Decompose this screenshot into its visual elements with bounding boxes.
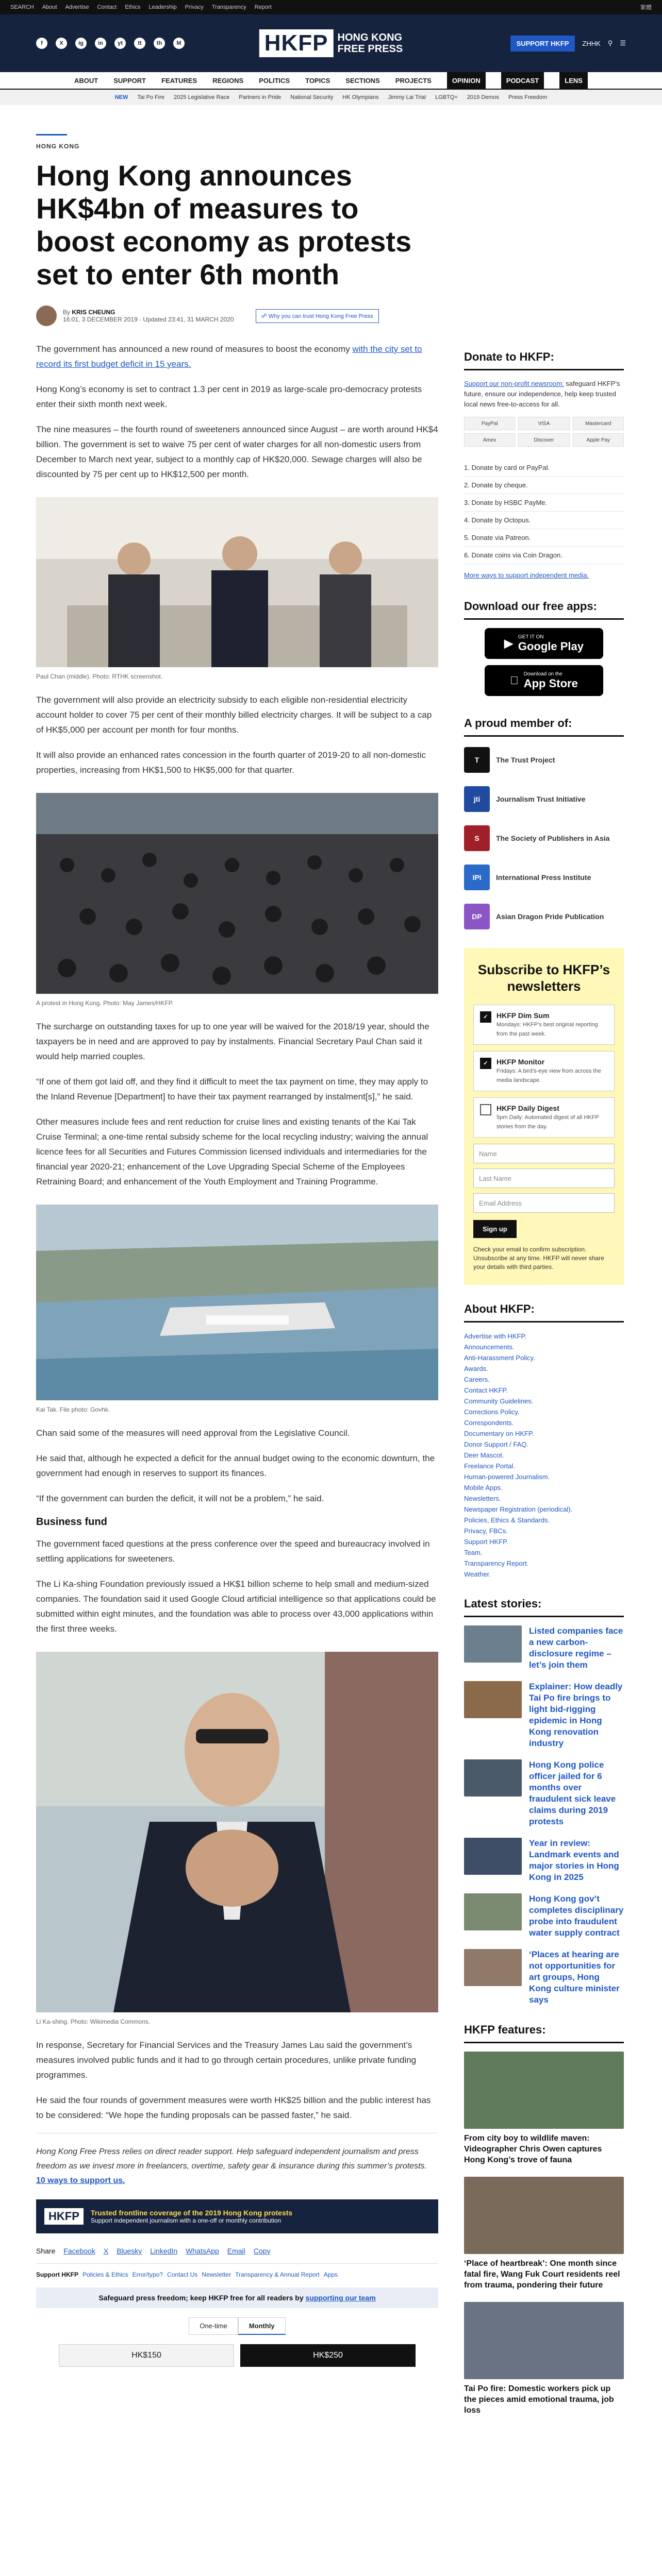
section-subhead: Business fund (36, 1516, 107, 1528)
shield-icon: ☍ (261, 313, 269, 319)
topbar-link[interactable]: Privacy (185, 4, 204, 10)
donation-frequency (36, 2317, 438, 2335)
about-link[interactable]: Community Guidelines. (464, 1397, 534, 1405)
paragraph: Other measures include fees and rent reduction for cruise lines and existing tenants of the Kai Tak Cruise Terminal; a one-time rental subsidy scheme for the local recycling industry; waiving the annual licence fees for all Securities and Futures Commission licensed individuals and intermediaries for the financial year 2020-21; enhancement of the Love Upgrading Special Scheme of the Employees Retraining Board; and enhancement of the Youth Employment and Training Programme. (36, 1117, 428, 1187)
story-thumbnail (464, 1838, 522, 1875)
donate-option[interactable]: 3. Donate by HSBC PayMe. (464, 494, 624, 512)
trending-item[interactable]: National Security (290, 94, 334, 100)
paragraph: The government has announced a new round of measures to boost the economy with the city set to record its first budget deficit in 15 years. (36, 344, 422, 369)
paragraph: He said that, although he expected a deficit for the annual budget owing to the economic downturn, the government had enough in reserves to support its finances. (36, 1453, 435, 1478)
signup-note: Check your email to confirm subscription. Unsubscribe at any time. HKFP will never share your details with third parties. (473, 1246, 604, 1270)
about-link[interactable]: Careers. (464, 1376, 490, 1383)
app-store-badges (464, 628, 624, 696)
language-link[interactable]: 繁體 (640, 5, 652, 11)
trust-project-logo[interactable]: T The Trust Project (464, 745, 624, 775)
story-item[interactable]: Listed companies face a new carbon-disclosure regime – let’s join them (464, 1625, 624, 1671)
social-links (36, 38, 185, 49)
threads-icon[interactable]: th (154, 38, 165, 49)
about-link[interactable]: Newsletters. (464, 1495, 501, 1502)
footer-link[interactable]: Contact Us (167, 2271, 198, 2278)
about-link[interactable]: Transparency Report. (464, 1560, 529, 1567)
site-header (0, 14, 662, 72)
press-conference-photo (36, 497, 438, 667)
safeguard-banner: Safeguard press freedom; keep HKFP free for all readers by supporting our team (36, 2287, 438, 2308)
article-title: Hong Kong announces HK$4bn of measures to boost economy as protests set to enter 6th month (36, 159, 412, 291)
menu-icon[interactable]: ☰ (620, 39, 626, 47)
search-icon[interactable]: ⚲ (607, 39, 613, 47)
payment-logos (464, 417, 624, 447)
latest-title: Latest stories: (464, 1597, 624, 1617)
nav-item-politics[interactable]: POLITICS (259, 76, 290, 84)
trending-bar (0, 90, 662, 105)
discover-logo: Discover (518, 433, 569, 447)
about-link[interactable]: Contact HKFP. (464, 1386, 508, 1394)
topbar-link[interactable]: Contact (97, 4, 117, 10)
about-link[interactable]: Freelance Portal. (464, 1462, 515, 1470)
tab-monthly[interactable]: Monthly (238, 2317, 286, 2335)
member-logos (464, 745, 624, 931)
name-field[interactable]: Name (473, 1144, 615, 1163)
protest-crowd-photo (36, 793, 438, 994)
trending-label: NEW (114, 94, 128, 100)
divider (36, 134, 67, 135)
about-list (464, 1331, 624, 1580)
about-link[interactable]: Correspondents. (464, 1419, 514, 1427)
logo-line2: FREE PRESS (337, 43, 403, 55)
donate-title: Donate to HKFP: (464, 350, 624, 370)
email-field[interactable]: Email Address (473, 1193, 615, 1213)
checkbox[interactable] (480, 1104, 491, 1115)
newsletter-signup (464, 948, 624, 1285)
youtube-icon[interactable]: yt (114, 38, 126, 49)
article-category[interactable]: HONG KONG (36, 143, 80, 150)
story-item[interactable]: Year in review: Landmark events and major stories in Hong Kong in 2025 (464, 1838, 624, 1883)
support-promo: Hong Kong Free Press relies on direct reader support. Help safeguard independent journalism and press freedom as we invest more in freelancers, overtime, safety gear & insurance during this summer’s protests. 10 ways to support us. (36, 2133, 438, 2188)
feature-item[interactable]: ‘Place of heartbreak’: One month since fatal fire, Wang Fuk Court residents reel from trauma, pondering their future (464, 2177, 624, 2291)
photo-caption: Kai Tak. File photo: Govhk. (36, 1406, 110, 1413)
about-link[interactable]: Advertise with HKFP. (464, 1332, 527, 1340)
x-icon[interactable]: X (56, 38, 67, 49)
about-link[interactable]: Weather. (464, 1570, 491, 1578)
about-link[interactable]: Newspaper Registration (periodical). (464, 1505, 573, 1513)
trending-item[interactable]: Tai Po Fire (137, 94, 164, 100)
dragon-pride-logo[interactable]: DP Asian Dragon Pride Publication (464, 902, 624, 931)
kai-tak-photo (36, 1205, 438, 1400)
support-banner[interactable] (36, 2199, 438, 2233)
paragraph: Chan said some of the measures will need approval from the Legislative Council. (36, 1428, 350, 1438)
applepay-logo: Apple Pay (573, 433, 624, 447)
paragraph: The government faced questions at the press conference over the speed and bureaucracy involved in settling applications for sweeteners. (36, 1539, 430, 1564)
story-thumbnail (464, 1625, 522, 1663)
topbar-link[interactable]: Ethics (125, 4, 141, 10)
feature-item[interactable]: From city boy to wildlife maven: Videographer Chris Owen captures Hong Kong’s trove of fauna (464, 2052, 624, 2165)
more-ways-link[interactable]: More ways to support independent media. (464, 571, 589, 579)
checkbox[interactable]: ✓ (480, 1011, 491, 1023)
trending-item[interactable]: Press Freedom (508, 94, 548, 100)
nav-item-sections[interactable]: SECTIONS (345, 76, 380, 84)
app-store-badge[interactable]: Download on the App Store (485, 665, 603, 696)
nav-item-podcast[interactable]: PODCAST (501, 72, 544, 89)
nav-item-features[interactable]: FEATURES (161, 76, 197, 84)
paragraph: Hong Kong’s economy is set to contract 1.3 per cent in 2019 as large-scale pro-democracy protests enter their sixth month next week. (36, 384, 422, 409)
paragraph: He said the four rounds of government measures were worth HK$25 billion and the public interest has to be considered: “We hope the funding proposals can be passed faster,” he said. (36, 2095, 431, 2120)
member-title: A proud member of: (464, 717, 624, 737)
support-hkfp-button[interactable]: SUPPORT HKFP (510, 36, 575, 52)
instagram-icon[interactable]: ig (75, 38, 87, 49)
facebook-icon[interactable]: f (36, 38, 47, 49)
about-link[interactable]: Documentary on HKFP. (464, 1430, 534, 1437)
about-link[interactable]: Awards. (464, 1365, 488, 1372)
banner-logo: HKFP (44, 2208, 84, 2225)
apps-title: Download our free apps: (464, 600, 624, 620)
share-bluesky[interactable]: Bluesky (117, 2247, 142, 2255)
paragraph: In response, Secretary for Financial Services and the Treasury James Lau said the government’s measures involved public funds and it had to go through certain procedures, unlike private funding programmes. (36, 2040, 417, 2080)
nav-item-projects[interactable]: PROJECTS (395, 76, 432, 84)
newsletter-title: Subscribe to HKFP’s newsletters (477, 962, 610, 994)
about-link[interactable]: Anti-Harassment Policy. (464, 1354, 535, 1362)
last-name-field[interactable]: Last Name (473, 1168, 615, 1188)
latest-stories (464, 1597, 624, 2006)
share-bar (36, 2247, 438, 2264)
linkedin-icon[interactable]: in (95, 38, 106, 49)
story-thumbnail (464, 1759, 522, 1797)
about-link[interactable]: Policies, Ethics & Standards. (464, 1516, 550, 1524)
paragraph: It will also provide an enhanced rates concession in the fourth quarter of 2019-20 to all non-domestic properties, increasing from HK$1,500 to HK$5,000 for that quarter. (36, 750, 426, 775)
nav-item-topics[interactable]: TOPICS (305, 76, 330, 84)
about-link[interactable]: Mobile Apps. (464, 1484, 503, 1492)
story-thumbnail (464, 1949, 522, 1986)
trending-item[interactable]: HK Olympians (342, 94, 379, 100)
nav-item-support[interactable]: SUPPORT (113, 76, 146, 84)
footer-link[interactable]: Transparency & Annual Report (235, 2271, 320, 2278)
paragraph: The government will also provide an electricity subsidy to each eligible non-residential electricity account holder to cover 75 per cent of their monthly billed electricity charges. It will be subject to a cap of HK$5,000 per account per month for four months. (36, 695, 432, 735)
nav-item-regions[interactable]: REGIONS (212, 76, 244, 84)
share-email[interactable]: Email (227, 2247, 245, 2255)
site-logo[interactable] (259, 29, 403, 57)
story-item[interactable]: ‘Places at hearing are not opportunities for art groups, Hong Kong culture minister says (464, 1949, 624, 2006)
about-link[interactable]: Donor Support / FAQ. (464, 1440, 529, 1448)
feature-image (464, 2177, 624, 2254)
share-x[interactable]: X (103, 2247, 109, 2255)
photo-caption: A protest in Hong Kong. Photo: May James/HKFP. (36, 999, 174, 1007)
sign-up-button[interactable]: Sign up (473, 1220, 517, 1238)
avatar (36, 306, 57, 326)
story-item[interactable]: Explainer: How deadly Tai Po fire brings to light bid-rigging epidemic in Hong Kong renovation industry (464, 1681, 624, 1749)
visa-logo: VISA (518, 417, 569, 430)
feature-image (464, 2302, 624, 2379)
story-item[interactable]: Hong Kong police officer jailed for 6 months over fraudulent sick leave claims during 2019 protests (464, 1759, 624, 1827)
photo-caption: Li Ka-shing. Photo: Wikimedia Commons. (36, 2018, 151, 2025)
feature-item[interactable]: Tai Po fire: Domestic workers pick up the pieces amid emotional trauma, job loss (464, 2302, 624, 2416)
paragraph: The Li Ka-shing Foundation previously issued a HK$1 billion scheme to help small and medium-sized companies. The foundation said it used Google Cloud artificial intelligence so that applications could be submitted within eight minutes, and the foundation was able to process over 43,000 applications within the first three weeks. (36, 1579, 436, 1634)
share-copy[interactable]: Copy (253, 2247, 271, 2255)
paragraph: “If the government can burden the deficit, it will not be a problem,” he said. (36, 1494, 324, 1503)
amount-option[interactable]: HK$150 (59, 2344, 234, 2367)
share-label: Share (36, 2247, 56, 2255)
donate-option[interactable]: 2. Donate by cheque. (464, 477, 624, 494)
about-link[interactable]: Privacy, FBCs. (464, 1527, 508, 1535)
amount-option-selected[interactable]: HK$250 (240, 2344, 416, 2367)
tiktok-icon[interactable]: tt (134, 38, 145, 49)
paypal-logo: PayPal (464, 417, 515, 430)
trust-button[interactable] (256, 309, 379, 323)
footer-link[interactable]: Policies & Ethics (82, 2271, 128, 2278)
features-section (464, 2023, 624, 2416)
article-dates: 16:01, 3 DECEMBER 2019 · Updated 23:41, 31 MARCH 2020 (63, 316, 234, 323)
article-footer-links (36, 2271, 438, 2278)
sopa-logo[interactable]: S The Society of Publishers in Asia (464, 823, 624, 853)
byline: By KRIS CHEUNG 16:01, 3 DECEMBER 2019 · Updated 23:41, 31 MARCH 2020 ☍ Why you can trust Hong Kong Free Press (36, 306, 438, 326)
support-link[interactable]: 10 ways to support us. (36, 2176, 125, 2185)
donate-option[interactable]: 5. Donate via Patreon. (464, 529, 624, 547)
about-link[interactable]: Human-powered Journalism. (464, 1473, 550, 1481)
nav-item-about[interactable]: ABOUT (74, 76, 98, 84)
nav-item-opinion[interactable]: OPINION (447, 72, 486, 89)
article (36, 134, 438, 2367)
topbar-link[interactable]: About (42, 4, 57, 10)
donate-option[interactable]: 6. Donate coins via Coin Dragon. (464, 547, 624, 564)
story-thumbnail (464, 1893, 522, 1930)
donation-amounts (36, 2344, 438, 2367)
story-thumbnail (464, 1681, 522, 1718)
about-link[interactable]: Support HKFP. (464, 1538, 508, 1546)
newsletter-option[interactable]: ✓ HKFP Monitor Fridays: A bird’s-eye view from across the media landscape. (473, 1051, 615, 1091)
paragraph: The surcharge on outstanding taxes for up to one year will be waived for the 2018/19 year, should the taxpayers be in need and are approved to pay by instalments. Financial Secretary Paul Chan said it would help married couples. (36, 1022, 429, 1061)
jti-logo[interactable]: jti Journalism Trust Initiative (464, 784, 624, 814)
story-item[interactable]: Hong Kong gov’t completes disciplinary probe into fraudulent water supply contract (464, 1893, 624, 1939)
donate-options (464, 459, 624, 564)
main-nav (0, 72, 662, 90)
newsletter-option[interactable]: ✓ HKFP Dim Sum Mondays: HKFP’s best original reporting from the past week. (473, 1005, 615, 1045)
header-language-link[interactable]: ZHHK (582, 39, 601, 47)
about-link[interactable]: Team. (464, 1549, 483, 1556)
donate-link[interactable]: Support our non-profit newsroom: (464, 380, 564, 387)
paragraph: “If one of them got laid off, and they find it difficult to meet the tax payment on time, they may apply to the Inland Revenue [Department] to have their tax payment rearranged by instalment[s],” he said. (36, 1077, 428, 1101)
logo-mark: HKFP (259, 29, 334, 57)
donate-option[interactable]: 4. Donate by Octopus. (464, 512, 624, 529)
supporting-link[interactable]: supporting our team (305, 2294, 376, 2302)
trending-item[interactable]: LGBTQ+ (435, 94, 458, 100)
play-icon: ▶ (504, 637, 513, 650)
logo-line1: HONG KONG (337, 32, 403, 43)
newsletter-option[interactable]: HKFP Daily Digest 5pm Daily: Automated digest of all HKFP stories from the day. (473, 1097, 615, 1138)
google-play-badge[interactable]: ▶ GET IT ON Google Play (485, 628, 603, 659)
share-linkedin[interactable]: LinkedIn (150, 2247, 178, 2255)
donate-text: Support our non-profit newsroom: safeguard HKFP’s future, ensure our independence, help keep trusted local news free-to-access for all. (464, 380, 620, 408)
mastercard-logo: Mastercard (573, 417, 624, 430)
share-facebook[interactable]: Facebook (63, 2247, 95, 2255)
topbar-link[interactable]: Advertise (65, 4, 89, 10)
share-whatsapp[interactable]: WhatsApp (186, 2247, 219, 2255)
footer-link[interactable]: Apps (323, 2271, 338, 2278)
about-link[interactable]: Announcements. (464, 1343, 515, 1351)
topbar-link[interactable]: Report (254, 4, 272, 10)
features-title: HKFP features: (464, 2023, 624, 2043)
deficit-link[interactable]: with the city set to record its first budget deficit in 15 years. (36, 344, 422, 369)
checkbox[interactable]: ✓ (480, 1058, 491, 1069)
paragraph: The nine measures – the fourth round of sweeteners announced since August – are worth around HK$4 billion. The government is set to waive 75 per cent of water charges for all non-domestic users from December to March next year, subject to a monthly cap of HK$20,000. Sewage charges will also be discounted by 75 per cent up to HK$12,500 per month. (36, 425, 438, 479)
trust-button-label: Why you can trust Hong Kong Free Press (268, 313, 373, 319)
trending-item[interactable]: 2019 Demos (467, 94, 500, 100)
mastodon-icon[interactable]: M (173, 38, 185, 49)
nav-item-lens[interactable]: LENS (559, 72, 588, 89)
about-link[interactable]: Deer Mascot. (464, 1451, 504, 1459)
topbar-link[interactable]: Transparency (211, 4, 246, 10)
trending-item[interactable]: Partners in Pride (239, 94, 282, 100)
support-hkfp-link[interactable]: Support HKFP (36, 2271, 78, 2278)
top-bar (0, 0, 662, 14)
footer-link[interactable]: Error/typo? (132, 2271, 163, 2278)
sidebar (464, 350, 624, 2427)
banner-subtitle: Support independent journalism with a one-off or monthly contribution (90, 2217, 282, 2224)
banner-title: Trusted frontline coverage of the 2019 Hong Kong protests (90, 2209, 293, 2217)
tab-one-time[interactable]: One-time (189, 2317, 238, 2335)
trending-item[interactable]: 2025 Legislative Race (173, 94, 230, 100)
apple-icon (510, 674, 519, 687)
photo-caption: Paul Chan (middle). Photo: RTHK screenshot. (36, 673, 163, 680)
about-section (464, 1302, 624, 1580)
li-ka-shing-photo (36, 1652, 438, 2012)
author-name[interactable]: KRIS CHEUNG (72, 309, 115, 316)
footer-link[interactable]: Newsletter (202, 2271, 231, 2278)
amex-logo: Amex (464, 433, 515, 447)
donate-option[interactable]: 1. Donate by card or PayPal. (464, 459, 624, 477)
about-link[interactable]: Corrections Policy. (464, 1408, 520, 1416)
feature-image (464, 2052, 624, 2129)
about-title: About HKFP: (464, 1302, 624, 1323)
ipi-logo[interactable]: IPI International Press Institute (464, 862, 624, 892)
search-link[interactable]: SEARCH (10, 4, 34, 10)
topbar-link[interactable]: Leadership (148, 4, 177, 10)
trending-item[interactable]: Jimmy Lai Trial (388, 94, 426, 100)
